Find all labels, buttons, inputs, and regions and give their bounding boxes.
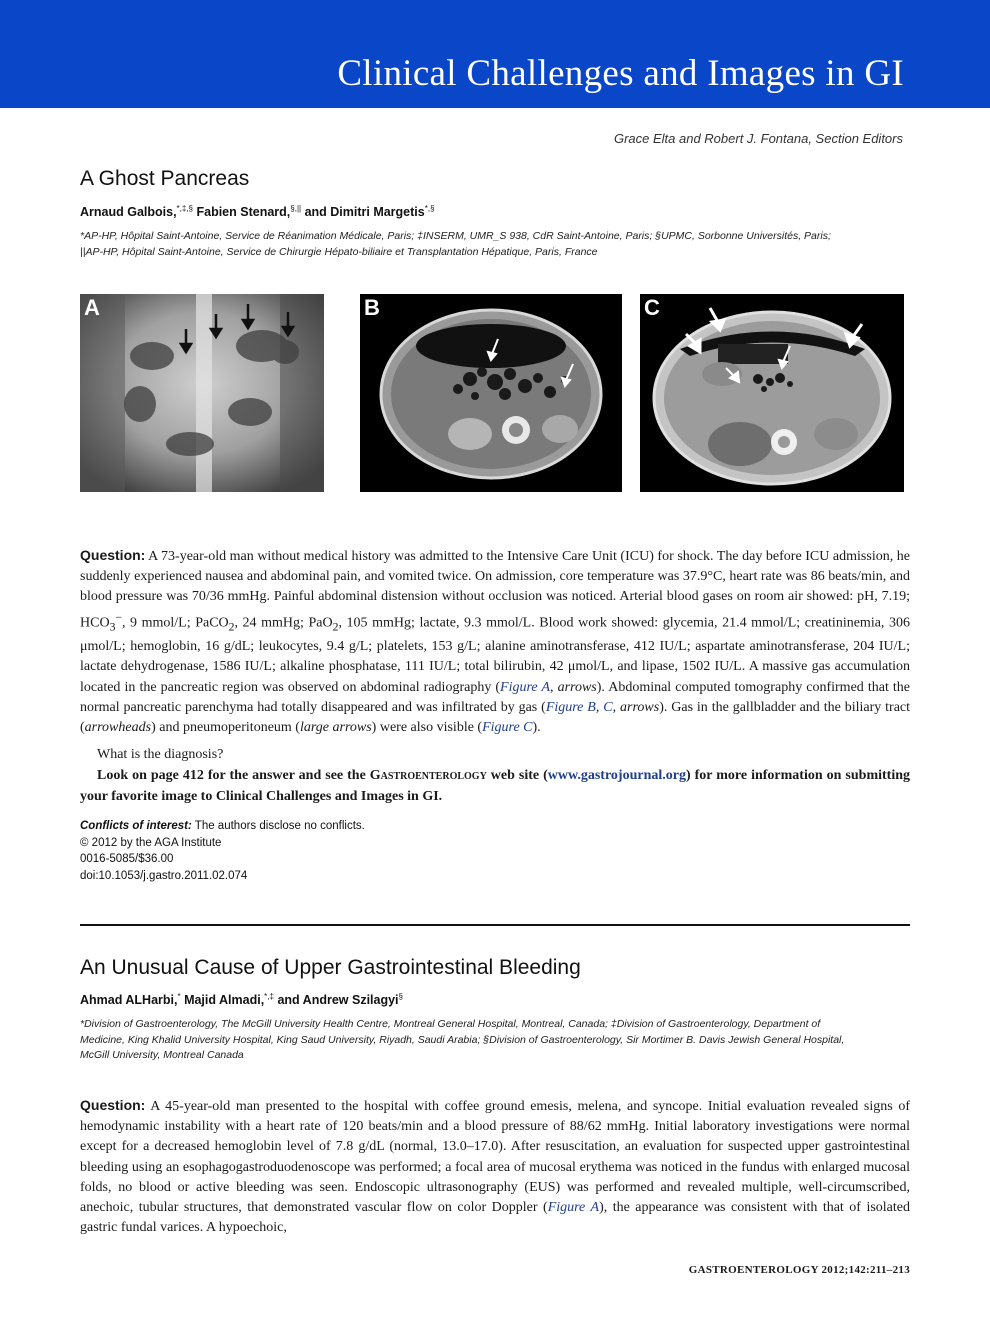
question-text: arrows (557, 679, 597, 695)
author-marks: §,|| (290, 204, 302, 213)
author-name: Ahmad ALHarbi, (80, 993, 178, 1007)
question-text: , (595, 699, 604, 715)
figure-panel-c-ct (640, 294, 904, 492)
figure-c-link[interactable]: Figure C (482, 720, 533, 736)
article2-authors (80, 992, 403, 1007)
author-marks: *,‡,§ (176, 204, 194, 213)
question-text: large arrows (299, 720, 372, 736)
author-name: Arnaud Galbois, (80, 205, 177, 219)
subscript: 3 (109, 620, 116, 634)
answer-text: ) for more information on submitting your favorite image to Clinical Challenges and Images in GI. (80, 768, 910, 804)
figure-b-link[interactable]: Figure B (545, 699, 596, 715)
question-text: arrowheads (84, 720, 152, 736)
subscript: 2 (228, 620, 235, 634)
author-marks: *,§ (424, 204, 435, 213)
journal-name: Gastroenterology (369, 768, 487, 783)
question-text: , (550, 679, 558, 695)
author-name: and Dimitri Margetis (301, 205, 425, 219)
question-text: ), the appearance was consistent with that of isolated gastric fundal varices. A hypoechoic, (80, 1200, 910, 1236)
diagnosis-question: What is the diagnosis? (97, 747, 224, 762)
figure-panel-b-ct (360, 294, 622, 492)
question-label: Question: (80, 1097, 146, 1113)
affiliation-line: ||AP-HP, Hôpital Saint-Antoine, Service de Chirurgie Hépato-biliaire et Transplantation Hépatique, Paris, France (80, 245, 598, 258)
question-text: , 105 mmHg; lactate, 9.3 mmol/L. Blood work showed: glycemia, 21.4 mmol/L; creatininemia, 306 μmol/L; hemoglobin, 16 g/dL; leukocytes, 9.4 g/L; platelets, 153 g/L; alanine aminotransferase, 412 IU/L; aspartate aminotransferase, 204 IU/L; lactate dehydrogenase, 1586 IU/L; alkaline phosphatase, 111 IU/L; total bilirubin, 42 μmol/L, and lipase, 1502 IU/L. A massive gas accumulation located in the pancreatic region was observed on abdominal radiography ( (80, 615, 910, 695)
question-text: ). Abdominal computed tomography confirmed that the normal pancreatic parenchyma had totally disappeared and was infiltrated by gas ( (80, 679, 911, 715)
question-text: arrows (620, 699, 660, 715)
article1-affiliations (80, 229, 910, 260)
figure-label-b: B (364, 295, 380, 320)
conflicts-label: Conflicts of interest: (80, 820, 192, 832)
question-text: ). Gas in the gallbladder and the biliary tract ( (80, 699, 911, 736)
question-text: , (612, 699, 621, 715)
author-name: Fabien Stenard, (193, 205, 291, 219)
affiliation-line: Medicine, King Khalid University Hospital, King Saud University, Riyadh, Saudi Arabia; §Division of Gastroenterology, Sir Mortimer B. Davis Jewish General Hospital, (80, 1033, 845, 1046)
subscript: 2 (332, 620, 339, 634)
article1-question (80, 545, 910, 738)
question-text: ) were also visible ( (371, 720, 483, 736)
answer-reference (80, 766, 910, 807)
question-text: A 45-year-old man presented to the hospital with coffee ground emesis, melena, and syncope. Initial evaluation revealed signs of hemodynamic instability with a heart rate of 120 beats/min and a blood pressure of 88/62 mmHg. Initial laboratory investigations were normal except for a decreased hemoglobin level of 7.8 g/dL (normal, 13.0–17.0). After resuscitation, an evaluation for suspected upper gastrointestinal bleeding using an esophagogastroduodenoscope was performed; a focal area of mucosal erythema was noticed in the fundus with enlarged mucosal folds, no blood or active bleeding was seen. Endoscopic ultrasonography (EUS) was performed and revealed multiple, well-circumscribed, anechoic, tubular structures, that demonstrated vascular flow on color Doppler ( (80, 1099, 910, 1216)
author-marks: § (398, 992, 403, 1001)
question-text: ) and pneumoperitoneum ( (151, 720, 300, 736)
author-marks: *,‡ (264, 992, 274, 1001)
author-name: and Andrew Szilagyi (273, 993, 399, 1007)
article2-affiliations (80, 1017, 910, 1064)
superscript: − (115, 610, 122, 624)
affiliation-line: McGill University, Montreal Canada (80, 1049, 244, 1061)
affiliation-line: *Division of Gastroenterology, The McGill University Health Centre, Montreal General Hospital, Montreal, Canada; ‡Division of Gastroenterology, Department of (80, 1018, 821, 1030)
copyright: © 2012 by the AGA Institute (80, 836, 222, 849)
author-marks: * (177, 992, 181, 1001)
doi: doi:10.1053/j.gastro.2011.02.074 (80, 869, 248, 882)
figure-label-a: A (84, 295, 100, 320)
article1-metadata (80, 818, 365, 884)
article2-question (80, 1095, 910, 1238)
section-banner (0, 0, 990, 108)
figure-panel-a-radiograph (80, 294, 324, 492)
question-text: A 73-year-old man without medical history was admitted to the Intensive Care Unit (ICU) for shock. The day before ICU admission, he suddenly experienced nausea and abdominal pain, and vomited twice. On admission, core temperature was 37.9°C, heart rate was 86 beats/min, and blood pressure was 70/36 mmHg. Painful abdominal distension without occlusion was noticed. Arterial blood gases on room air showed: pH, 7.19; HCO (80, 549, 910, 631)
question-label: Question: (80, 547, 146, 563)
answer-text: web site ( (486, 768, 548, 783)
journal-citation: GASTROENTEROLOGY 2012;142:211–213 (688, 1264, 910, 1276)
question-text: , 24 mmHg; PaO (234, 615, 333, 631)
journal-website-link[interactable]: www.gastrojournal.org (547, 768, 686, 783)
question-text: ). (532, 720, 541, 736)
section-editors: Grace Elta and Robert J. Fontana, Section Editors (613, 131, 903, 146)
article-title-ghost-pancreas: A Ghost Pancreas (80, 167, 250, 190)
section-title: Clinical Challenges and Images in GI (337, 53, 904, 94)
figure-a-link[interactable]: Figure A (500, 679, 550, 695)
ct-image-b (360, 294, 622, 492)
question-text: , 9 mmol/L; PaCO (121, 615, 229, 631)
conflicts-text: The authors disclose no conflicts. (191, 820, 365, 832)
article-title-unusual-bleeding: An Unusual Cause of Upper Gastrointestinal Bleeding (80, 956, 581, 979)
ct-image-c (640, 294, 904, 492)
radiograph-image (80, 294, 324, 492)
figure-label-c: C (644, 295, 660, 320)
figure-c-short-link[interactable]: C (603, 699, 613, 715)
issn: 0016-5085/$36.00 (80, 853, 174, 865)
figure-a-link[interactable]: Figure A (547, 1200, 600, 1216)
article1-authors (80, 204, 435, 219)
affiliation-line: *AP-HP, Hôpital Saint-Antoine, Service de Réanimation Médicale, Paris; ‡INSERM, UMR_S 938, CdR Saint-Antoine, Paris; §UPMC, Sorbonne Universités, Paris; (80, 230, 831, 242)
article-divider (80, 924, 910, 926)
author-name: Majid Almadi, (180, 993, 265, 1007)
answer-text: Look on page 412 for the answer and see the (97, 768, 370, 783)
conflicts-statement (80, 818, 365, 835)
